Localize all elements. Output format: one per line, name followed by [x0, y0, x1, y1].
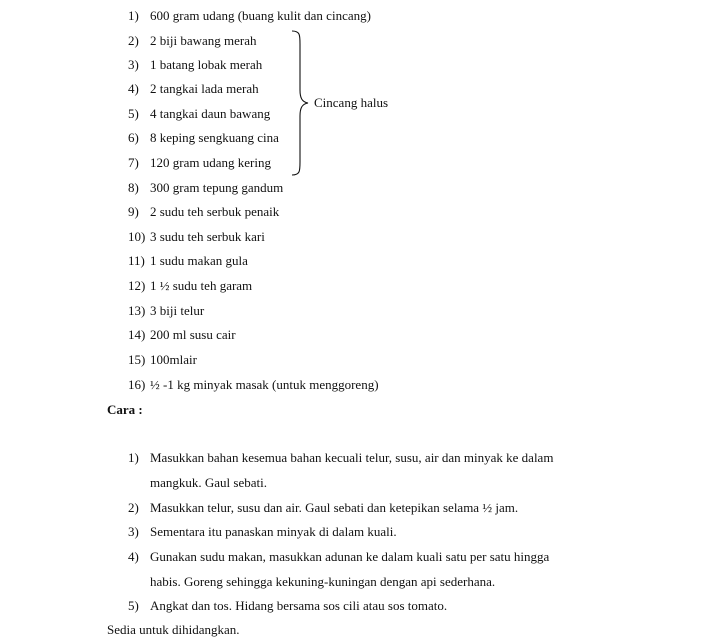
ingredient-text: 3 sudu teh serbuk kari	[150, 229, 265, 244]
ingredient-number: 11)	[128, 253, 145, 268]
ingredient-item	[128, 33, 257, 49]
ingredient-text: 2 tangkai lada merah	[150, 81, 259, 96]
step-item	[128, 549, 549, 565]
ingredient-item	[128, 204, 279, 220]
ingredient-text: 2 sudu teh serbuk penaik	[150, 204, 280, 219]
ingredient-number: 13)	[128, 303, 146, 318]
ingredient-number: 3)	[128, 57, 139, 72]
ingredient-item	[128, 327, 236, 343]
ingredient-number: 14)	[128, 327, 146, 342]
ingredient-item	[128, 130, 279, 146]
ingredient-text: 600 gram udang (buang kulit dan cincang)	[150, 8, 371, 23]
ingredient-text: 1 ½ sudu teh garam	[150, 278, 253, 293]
ingredient-text: 3 biji telur	[150, 303, 205, 318]
ingredient-number: 6)	[128, 130, 139, 145]
step-item	[128, 524, 397, 540]
step-text: Sementara itu panaskan minyak di dalam kuali.	[150, 524, 397, 539]
ingredient-item	[128, 57, 262, 73]
ingredient-item	[128, 229, 265, 245]
step-text-continued: mangkuk. Gaul sebati.	[150, 475, 267, 490]
step-text: Masukkan telur, susu dan air. Gaul sebati dan ketepikan selama ½ jam.	[150, 500, 519, 515]
step-number: 2)	[128, 500, 139, 515]
ingredient-number: 1)	[128, 8, 139, 23]
ingredient-item	[128, 180, 283, 196]
ingredient-number: 8)	[128, 180, 139, 195]
ingredient-text: 120 gram udang kering	[150, 155, 271, 170]
ingredient-number: 7)	[128, 155, 139, 170]
ingredient-item	[128, 81, 259, 97]
ingredient-text: 1 sudu makan gula	[150, 253, 248, 268]
ingredient-item	[128, 253, 248, 269]
ingredient-number: 12)	[128, 278, 146, 293]
ingredient-text: ½ -1 kg minyak masak (untuk menggoreng)	[150, 377, 379, 392]
method-heading: Cara :	[107, 402, 143, 417]
ingredient-number: 9)	[128, 204, 139, 219]
step-text: Masukkan bahan kesemua bahan kecuali telur, susu, air dan minyak ke dalam	[150, 450, 554, 465]
step-item	[128, 450, 553, 466]
step-number: 1)	[128, 450, 139, 465]
step-item	[128, 598, 447, 614]
ingredient-number: 10)	[128, 229, 146, 244]
step-text-continued: habis. Goreng sehingga kekuning-kuningan dengan api sederhana.	[150, 574, 496, 589]
brace-label: Cincang halus	[314, 95, 389, 110]
step-item	[128, 500, 518, 516]
ingredient-item	[128, 278, 252, 294]
ingredient-item	[128, 352, 197, 368]
ingredient-item	[128, 303, 204, 319]
ingredient-item	[128, 377, 379, 393]
ingredient-item	[128, 155, 271, 171]
ingredient-text: 100mlair	[150, 352, 197, 367]
step-text: Angkat dan tos. Hidang bersama sos cili atau sos tomato.	[150, 598, 448, 613]
step-number: 5)	[128, 598, 139, 613]
ingredient-item	[128, 8, 371, 24]
ingredient-item	[128, 106, 270, 122]
ingredient-number: 2)	[128, 33, 139, 48]
ingredient-number: 4)	[128, 81, 139, 96]
step-text: Gunakan sudu makan, masukkan adunan ke dalam kuali satu per satu hingga	[150, 549, 550, 564]
ingredient-text: 200 ml susu cair	[150, 327, 236, 342]
ingredient-text: 1 batang lobak merah	[150, 57, 263, 72]
serving-note: Sedia untuk dihidangkan.	[107, 622, 240, 637]
ingredient-number: 5)	[128, 106, 139, 121]
ingredient-text: 300 gram tepung gandum	[150, 180, 284, 195]
ingredient-text: 8 keping sengkuang cina	[150, 130, 279, 145]
curly-brace-icon	[290, 30, 312, 176]
ingredient-text: 4 tangkai daun bawang	[150, 106, 271, 121]
step-number: 4)	[128, 549, 139, 564]
step-number: 3)	[128, 524, 139, 539]
ingredient-text: 2 biji bawang merah	[150, 33, 257, 48]
ingredient-number: 16)	[128, 377, 146, 392]
ingredient-number: 15)	[128, 352, 146, 367]
